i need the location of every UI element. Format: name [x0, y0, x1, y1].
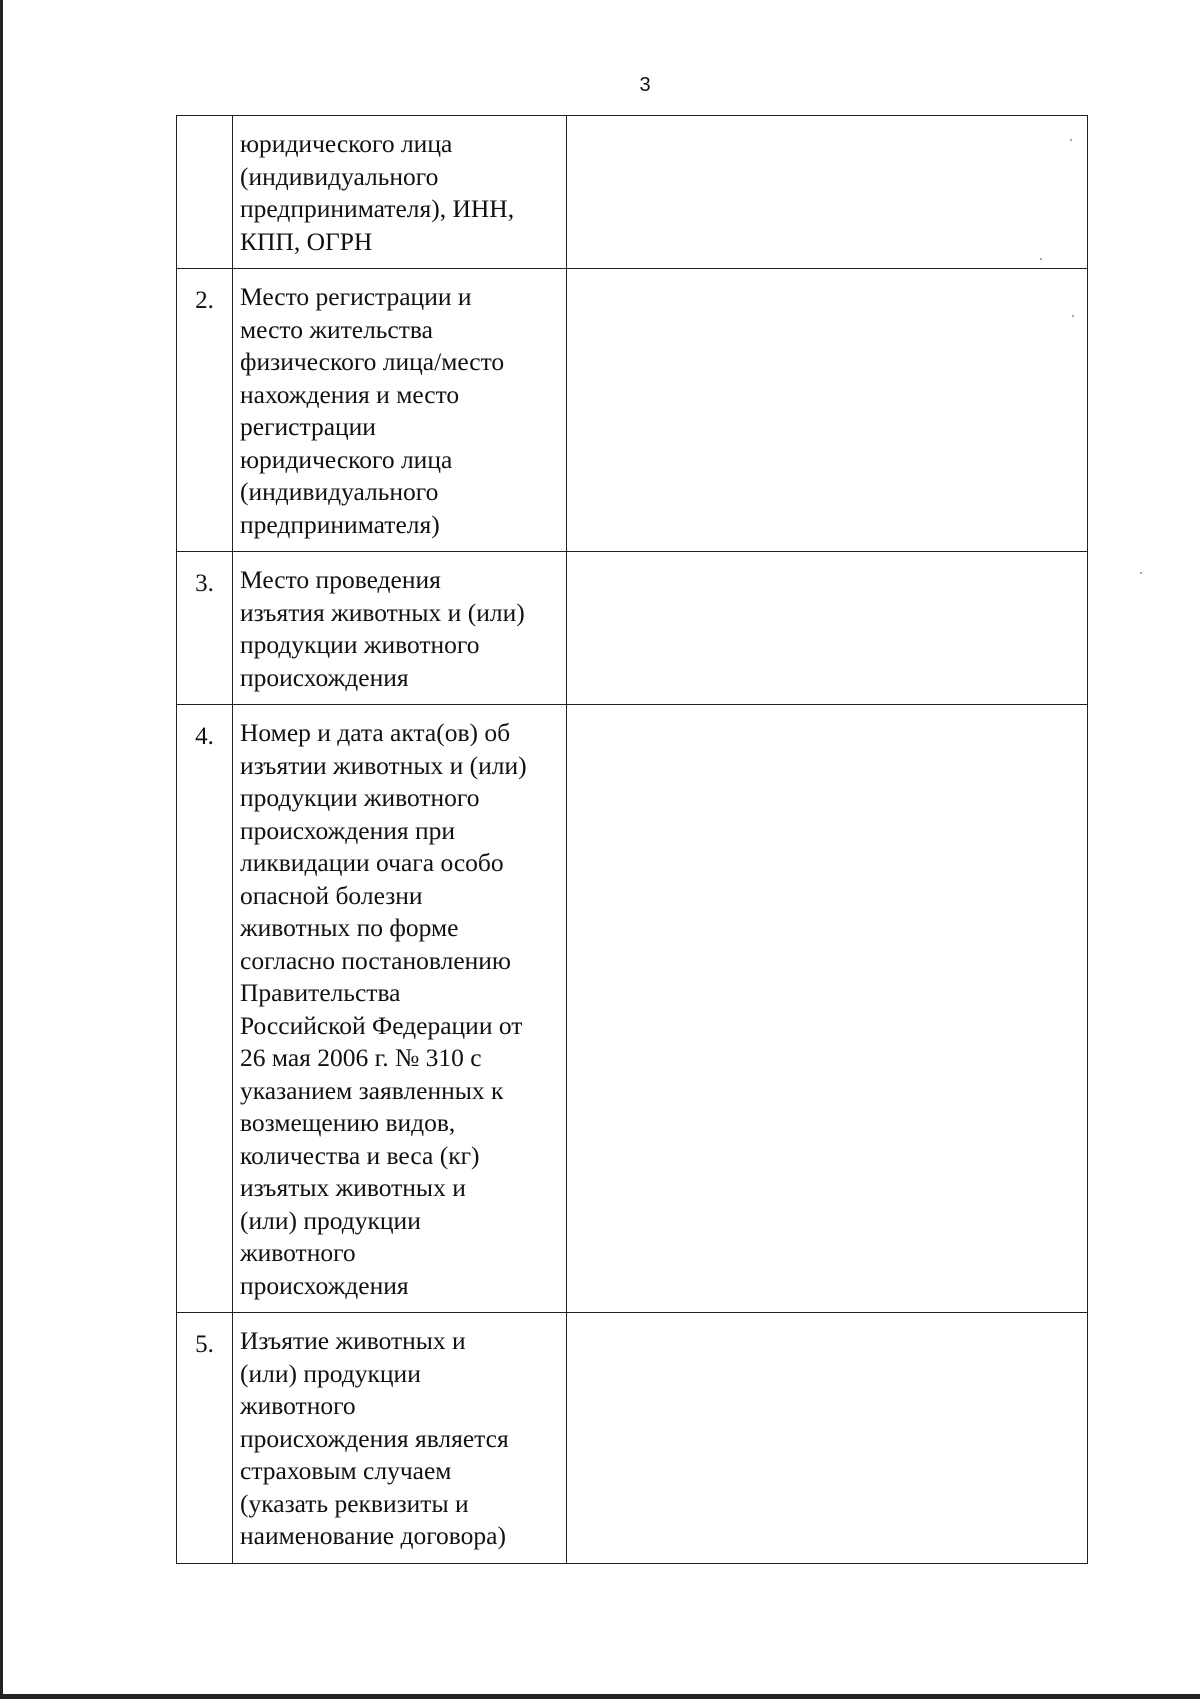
label-line: продукции животного: [240, 783, 480, 812]
label-line: животного: [240, 1238, 356, 1267]
label-line: (индивидуального: [240, 161, 439, 191]
label-line: происхождения: [240, 1270, 409, 1300]
row-value-field[interactable]: [567, 705, 1088, 1313]
label-line: количества и веса (кг): [240, 1140, 480, 1170]
label-line: указанием заявленных к: [240, 1075, 504, 1105]
page-number: 3: [639, 74, 651, 96]
row-number: 5.: [177, 1313, 233, 1564]
label-line: ликвидации очага особо: [240, 848, 504, 877]
label-line: происхождения является: [240, 1423, 509, 1453]
label-line: физического лица/место: [240, 347, 505, 376]
row-value-field[interactable]: [567, 116, 1088, 269]
label-line: возмещению видов,: [240, 1108, 456, 1137]
label-line: регистрации: [240, 412, 376, 441]
row-value-field[interactable]: [567, 552, 1088, 705]
row-number: 3.: [177, 552, 233, 705]
scan-speck: [1070, 139, 1072, 141]
label-line: продукции животного: [240, 630, 480, 659]
table-row: [177, 705, 1088, 1313]
label-line: юридического лица: [240, 444, 453, 474]
label-line: изъятия животных и (или): [240, 597, 525, 627]
scan-bottom-edge: [0, 1694, 1200, 1699]
label-line: Место проведения: [240, 565, 441, 594]
label-line: (или) продукции: [240, 1205, 421, 1235]
row-label: [233, 269, 567, 552]
label-line: Номер и дата акта(ов) об: [240, 718, 511, 747]
label-line: согласно постановлению: [240, 945, 511, 975]
label-line: юридического лица: [240, 129, 453, 158]
scan-speck: [1072, 315, 1074, 317]
label-line: изъятии животных и (или): [240, 750, 527, 780]
label-line: животного: [240, 1391, 356, 1420]
row-label: [233, 1313, 567, 1564]
scan-left-edge: [0, 0, 3, 1699]
row-number: 4.: [177, 705, 233, 1313]
label-line: Правительства: [240, 978, 401, 1007]
table-body: [177, 116, 1088, 1564]
label-line: происхождения: [240, 662, 409, 692]
row-label: [233, 116, 567, 269]
label-line: происхождения при: [240, 815, 456, 845]
table-row: [177, 269, 1088, 552]
table-row: [177, 1313, 1088, 1564]
row-number: 2.: [177, 269, 233, 552]
row-label: [233, 705, 567, 1313]
label-line: изъятых животных и: [240, 1173, 466, 1202]
table-row: [177, 116, 1088, 269]
label-line: (или) продукции: [240, 1358, 421, 1388]
label-line: Изъятие животных и: [240, 1326, 466, 1355]
label-line: Российской Федерации от: [240, 1010, 523, 1040]
scan-speck: [1140, 572, 1142, 574]
label-line: животных по форме: [240, 913, 459, 942]
label-line: опасной болезни: [240, 880, 423, 910]
label-line: страховым случаем: [240, 1456, 452, 1485]
row-value-field[interactable]: [567, 269, 1088, 552]
row-value-field[interactable]: [567, 1313, 1088, 1564]
row-number: [177, 116, 233, 269]
application-form-table: [176, 115, 1088, 1564]
label-line: предпринимателя): [240, 509, 440, 539]
label-line: КПП, ОГРН: [240, 226, 373, 256]
label-line: (указать реквизиты и: [240, 1488, 469, 1518]
table-row: [177, 552, 1088, 705]
label-line: место жительства: [240, 314, 433, 344]
scan-speck: [1040, 258, 1042, 260]
label-line: (индивидуального: [240, 477, 439, 506]
label-line: Место регистрации и: [240, 282, 472, 311]
label-line: нахождения и место: [240, 379, 460, 409]
row-label: [233, 552, 567, 705]
label-line: 26 мая 2006 г. № 310 с: [240, 1043, 482, 1072]
label-line: наименование договора): [240, 1521, 506, 1550]
label-line: предпринимателя), ИНН,: [240, 194, 515, 223]
